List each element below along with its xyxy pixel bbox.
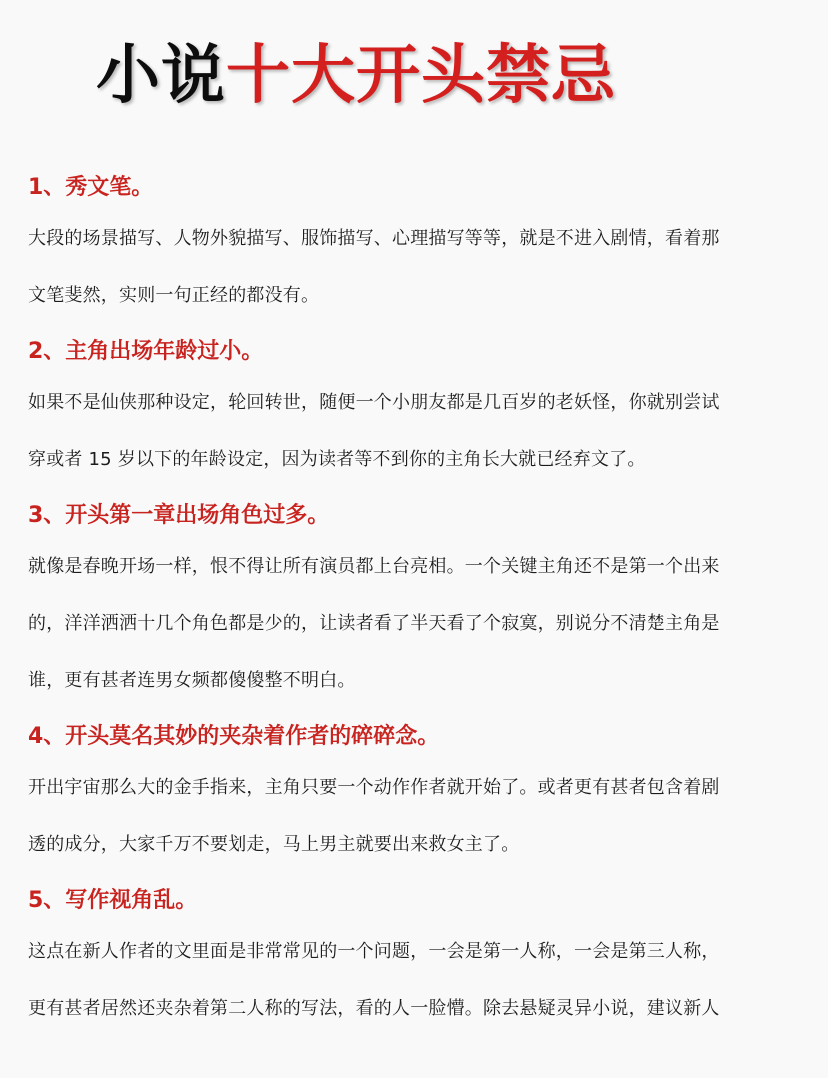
section-heading: 5、写作视角乱。	[28, 888, 198, 913]
paragraph-line: 如果不是仙侠那种设定，轮回转世，随便一个小朋友都是几百岁的老妖怪，你就别尝试	[28, 392, 720, 413]
section-heading: 4、开头莫名其妙的夹杂着作者的碎碎念。	[28, 724, 440, 749]
sections-list	[28, 166, 808, 1043]
section-heading: 2、主角出场年龄过小。	[28, 339, 264, 364]
page-title-black-part: 小说	[96, 39, 226, 113]
page-title	[96, 36, 616, 116]
section-5	[28, 879, 808, 1037]
paragraph-line: 谁，更有甚者连男女频都傻傻整不明白。	[28, 670, 356, 691]
section-1	[28, 166, 808, 324]
section-paragraph	[28, 538, 808, 709]
paragraph-line: 就像是春晚开场一样，恨不得让所有演员都上台亮相。一个关键主角还不是第一个出来	[28, 556, 720, 577]
section-paragraph	[28, 923, 808, 1037]
paragraph-line: 开出宇宙那么大的金手指来，主角只要一个动作作者就开始了。或者更有甚者包含着剧	[28, 777, 720, 798]
paragraph-line: 更有甚者居然还夹杂着第二人称的写法，看的人一脸懵。除去悬疑灵异小说，建议新人	[28, 998, 720, 1019]
paragraph-line: 文笔斐然，实则一句正经的都没有。	[28, 285, 320, 306]
section-3	[28, 494, 808, 709]
section-4	[28, 715, 808, 873]
paragraph-line: 的，洋洋洒洒十几个角色都是少的，让读者看了半天看了个寂寞，别说分不清楚主角是	[28, 613, 720, 634]
section-heading: 1、秀文笔。	[28, 175, 154, 200]
page-title-red-part: 十大开头禁忌	[226, 39, 616, 113]
paragraph-line: 大段的场景描写、人物外貌描写、服饰描写、心理描写等等，就是不进入剧情，看着那	[28, 228, 720, 249]
paragraph-line: 这点在新人作者的文里面是非常常见的一个问题，一会是第一人称，一会是第三人称，	[28, 941, 720, 962]
section-heading: 3、开头第一章出场角色过多。	[28, 503, 330, 528]
section-paragraph	[28, 374, 808, 488]
paragraph-line: 透的成分，大家千万不要划走，马上男主就要出来救女主了。	[28, 834, 520, 855]
paragraph-line: 穿或者 15 岁以下的年龄设定，因为读者等不到你的主角长大就已经弃文了。	[28, 449, 646, 470]
section-2	[28, 330, 808, 488]
section-paragraph	[28, 210, 808, 324]
section-paragraph	[28, 759, 808, 873]
